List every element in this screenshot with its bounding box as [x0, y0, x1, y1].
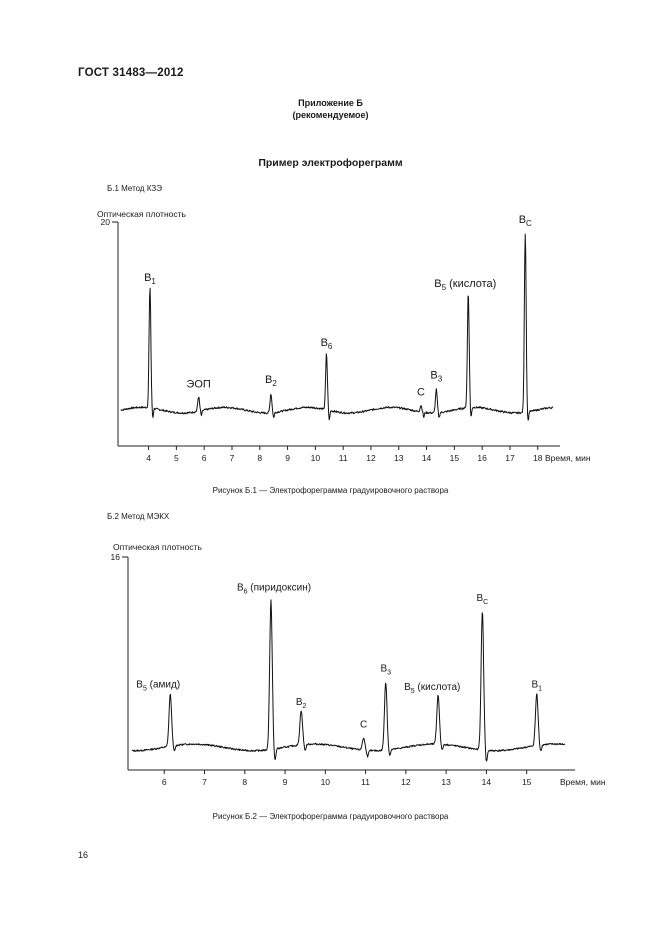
x-axis-label: Время, мин: [545, 453, 591, 463]
x-tick-label: 15: [521, 777, 532, 787]
peak-label: C: [359, 719, 368, 731]
chart-2-ylabel: Оптическая плотность: [113, 542, 202, 552]
x-tick-label: 10: [310, 453, 321, 463]
section-title: Пример электрофореграмм: [258, 157, 403, 169]
peak-label: ЭОП: [186, 378, 211, 391]
x-tick-label: 14: [481, 777, 492, 787]
peak-label: $B_6$: [320, 337, 333, 352]
peak-label: $B_6$ (пиридоксин): [236, 582, 312, 596]
x-axis-label: Время, мин: [560, 777, 606, 787]
peak-label: $B_1$: [144, 272, 156, 287]
peak-label: $B_3$: [430, 369, 443, 384]
peak-label: $B_C$: [476, 592, 489, 606]
y-tick-label: 16: [110, 552, 120, 562]
x-tick-label: 17: [505, 453, 515, 463]
chart-1-caption: Рисунок Б.1 — Электрофореграмма градуировочного раствора: [212, 486, 449, 495]
x-tick-label: 13: [394, 453, 404, 463]
annex-title: Приложение Б: [298, 98, 363, 108]
peak-label: $B_1$: [531, 679, 543, 693]
x-tick-label: 6: [201, 453, 207, 463]
annex-status: (рекомендуемое): [292, 110, 369, 120]
page-number: 16: [78, 850, 89, 860]
x-tick-label: 11: [338, 453, 348, 463]
x-tick-label: 15: [449, 453, 460, 463]
peak-label: C: [417, 386, 425, 399]
x-tick-label: 9: [285, 453, 290, 463]
signal-trace: [121, 234, 553, 420]
peak-label: $B_5$ (кислота): [404, 682, 461, 696]
x-tick-label: 7: [229, 453, 235, 463]
x-tick-label: 16: [477, 453, 487, 463]
y-tick-label: 20: [100, 217, 110, 227]
x-tick-label: 18: [533, 453, 543, 463]
chart-2-caption: Рисунок Б.2 — Электрофореграмма градуировочного раствора: [212, 812, 449, 821]
method-label-2: Б.2 Метод МЭКХ: [107, 512, 170, 521]
chart-1-ylabel: Оптическая плотность: [97, 209, 186, 219]
x-tick-label: 12: [401, 777, 411, 787]
peak-label: $B_5$ (амид): [136, 679, 181, 693]
x-tick-label: 4: [146, 453, 151, 463]
x-tick-label: 6: [161, 777, 167, 787]
signal-trace: [132, 600, 565, 761]
peak-label: $B_3$: [380, 663, 392, 677]
x-tick-label: 12: [366, 453, 376, 463]
x-tick-label: 8: [257, 453, 263, 463]
x-tick-label: 8: [242, 777, 248, 787]
peak-label: $B_5$ (кислота): [434, 277, 497, 292]
peak-label: $B_C$: [518, 213, 532, 228]
x-tick-label: 13: [441, 777, 451, 787]
x-tick-label: 11: [361, 777, 371, 787]
chart-1: [101, 214, 591, 463]
chart-2: [111, 552, 606, 787]
x-tick-label: 10: [320, 777, 331, 787]
method-label-1: Б.1 Метод КЗЭ: [107, 184, 162, 193]
x-tick-label: 14: [421, 453, 432, 463]
x-tick-label: 5: [174, 453, 179, 463]
x-tick-label: 7: [202, 777, 207, 787]
standard-header: ГОСТ 31483—2012: [78, 67, 184, 79]
peak-label: $B_2$: [295, 696, 307, 710]
peak-label: $B_2$: [264, 374, 277, 389]
x-tick-label: 9: [282, 777, 288, 787]
